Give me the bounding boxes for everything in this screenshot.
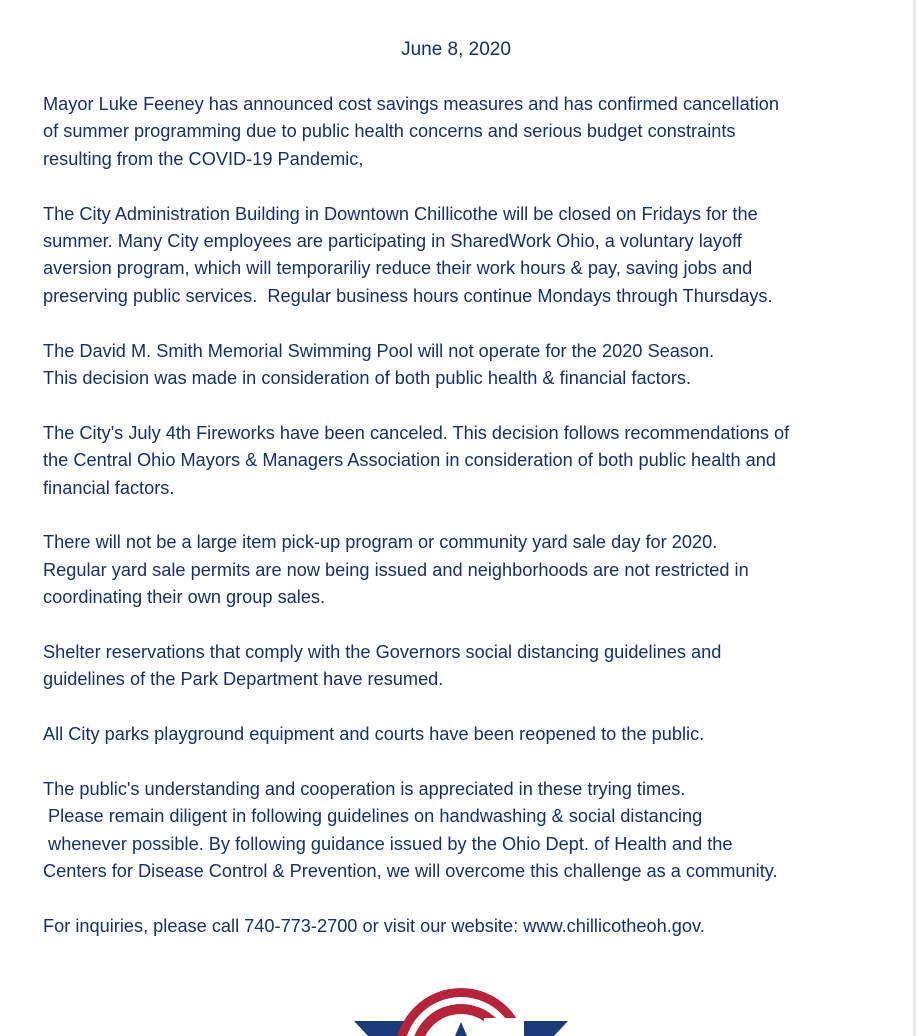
paragraph-yard-sale: [43, 529, 873, 611]
paragraph-line: guidelines of the Park Department have resumed.: [43, 669, 444, 690]
paragraph-contact: [43, 913, 873, 940]
paragraph-line: Regular yard sale permits are now being issued and neighborhoods are not restricted in: [43, 559, 749, 580]
paragraph-line: of summer programming due to public health concerns and serious budget constraints: [43, 121, 736, 142]
logo-c-opening: [484, 1018, 524, 1036]
paragraph-line: coordinating their own group sales.: [43, 587, 326, 608]
paragraph-line: preserving public services. Regular business hours continue Mondays through Thursdays.: [43, 285, 773, 306]
paragraph-line: The public's understanding and cooperation is appreciated in these trying times.: [43, 779, 686, 800]
contact-line: For inquiries, please call 740-773-2700 or visit our website: www.chillicotheoh.gov.: [43, 916, 705, 937]
paragraph-line: resulting from the COVID-19 Pandemic,: [43, 148, 364, 169]
paragraph-shelters: [43, 639, 873, 694]
paragraph-announcement: [43, 91, 873, 173]
paragraph-line: Shelter reservations that comply with the Governors social distancing guidelines and: [43, 642, 722, 663]
paragraph-line: whenever possible. By following guidance issued by the Ohio Dept. of Health and the: [43, 833, 733, 854]
paragraph-appreciation: [43, 776, 873, 886]
announcement-body: [43, 91, 873, 968]
paragraph-parks: [43, 721, 873, 748]
paragraph-line: Please remain diligent in following guidelines on handwashing & social distancing: [43, 806, 703, 827]
paragraph-pool: [43, 338, 873, 393]
paragraph-line: summer. Many City employees are participating in SharedWork Ohio, a voluntary layoff: [43, 231, 742, 252]
paragraph-fireworks: [43, 420, 873, 502]
paragraph-line: The City's July 4th Fireworks have been canceled. This decision follows recommendations of: [43, 422, 790, 443]
paragraph-line: the Central Ohio Mayors & Managers Association in consideration of both public health and: [43, 450, 776, 471]
paragraph-line: Mayor Luke Feeney has announced cost savings measures and has confirmed cancellation: [43, 94, 780, 114]
city-seal-logo-icon: [354, 978, 568, 1036]
paragraph-line: aversion program, which will temporariliy reduce their work hours & pay, saving jobs and: [43, 258, 753, 279]
paragraph-city-building: [43, 201, 873, 311]
document-date: June 8, 2020: [401, 39, 511, 60]
paragraph-line: financial factors.: [43, 477, 175, 498]
paragraph-line: The David M. Smith Memorial Swimming Pool will not operate for the 2020 Season.: [43, 340, 715, 361]
paragraph-line: There will not be a large item pick-up program or community yard sale day for 2020.: [43, 532, 718, 553]
paragraph-line: All City parks playground equipment and courts have been reopened to the public.: [43, 724, 705, 745]
paragraph-line: This decision was made in consideration of both public health & financial factors.: [43, 368, 692, 389]
paragraph-line: Centers for Disease Control & Prevention, we will overcome this challenge as a community.: [43, 861, 778, 882]
paragraph-line: The City Administration Building in Downtown Chillicothe will be closed on Fridays for the: [43, 203, 758, 224]
